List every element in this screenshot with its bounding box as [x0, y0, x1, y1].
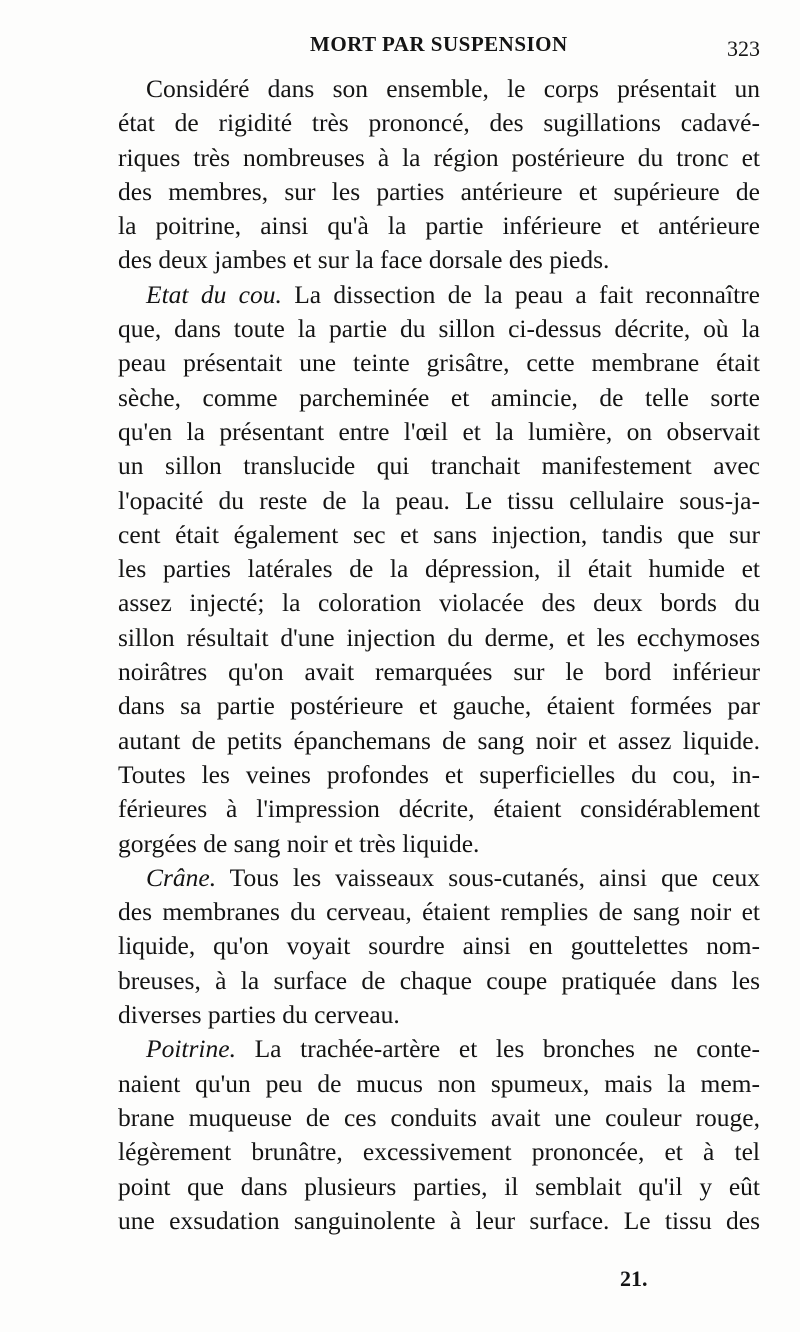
text-run: La dissection de la peau a fait reconnaître	[281, 279, 760, 309]
text-line: des membres, sur les parties antérieure et supérieure de	[118, 176, 760, 206]
text-line: breuses, à la surface de chaque coupe pratiquée dans les	[118, 965, 760, 995]
text-line: une exsudation sanguinolente à leur surface. Le tissu des	[118, 1205, 760, 1235]
text-line: des membranes du cerveau, étaient remplies de sang noir et	[118, 897, 760, 927]
text-line: assez injecté; la coloration violacée des deux bords du	[118, 588, 760, 618]
text-line: dans sa partie postérieure et gauche, étaient formées par	[118, 691, 760, 721]
text-line	[118, 1032, 760, 1066]
text-line: diverses parties du cerveau.	[118, 1000, 400, 1030]
text-line: des deux jambes et sur la face dorsale des pieds.	[118, 245, 610, 275]
page-number: 323	[727, 36, 760, 61]
text-line: Considéré dans son ensemble, le corps présentait un	[146, 74, 760, 103]
text-line: l'opacité du reste de la peau. Le tissu cellulaire sous-ja-	[118, 485, 760, 515]
text-run: Tous les vaisseaux sous-cutanés, ainsi que ceux	[216, 862, 760, 892]
text-line: cent était également sec et sans injection, tandis que sur	[118, 519, 760, 549]
text-line: que, dans toute la partie du sillon ci-dessus décrite, où la	[118, 314, 760, 344]
text-line: férieures à l'impression décrite, étaient considérablement	[118, 794, 760, 824]
text-run: La trachée-artère et les bronches ne conte-	[235, 1034, 760, 1064]
text-line: légèrement brunâtre, excessivement prononcée, et à tel	[118, 1137, 760, 1167]
text-line: un sillon translucide qui tranchait manifestement avec	[118, 451, 760, 481]
text-line: qu'en la présentant entre l'œil et la lumière, on observait	[118, 416, 760, 446]
text-line: gorgées de sang noir et très liquide.	[118, 828, 480, 858]
running-title: MORT PAR SUSPENSION	[310, 32, 568, 56]
section-heading-poitrine: Poitrine.	[146, 1034, 236, 1064]
section-heading-cou: Etat du cou.	[146, 279, 282, 309]
running-head	[120, 32, 760, 62]
text-line: point que dans plusieurs parties, il semblait qu'il y eût	[118, 1171, 760, 1201]
text-line: sèche, comme parcheminée et amincie, de telle sorte	[118, 382, 760, 412]
text-line: Toutes les veines profondes et superficielles du cou, in-	[118, 759, 760, 789]
section-heading-crane: Crâne.	[146, 862, 217, 892]
text-line: noirâtres qu'on avait remarquées sur le bord inférieur	[118, 657, 760, 687]
text-line: liquide, qu'on voyait sourdre ainsi en gouttelettes nom-	[118, 931, 760, 961]
text-line: autant de petits épanchemans de sang noir et assez liquide.	[118, 725, 760, 755]
text-line: brane muqueuse de ces conduits avait une couleur rouge,	[118, 1102, 760, 1132]
body-text	[118, 72, 760, 1238]
text-line	[118, 861, 760, 895]
text-line: naient qu'un peu de mucus non spumeux, mais la mem-	[118, 1068, 760, 1098]
text-line: la poitrine, ainsi qu'à la partie inférieure et antérieure	[118, 211, 760, 241]
text-line: peau présentait une teinte grisâtre, cette membrane était	[118, 348, 760, 378]
text-line: les parties latérales de la dépression, il était humide et	[118, 554, 760, 584]
text-line: riques très nombreuses à la région postérieure du tronc et	[118, 142, 760, 172]
text-line: sillon résultait d'une injection du derme, et les ecchymoses	[118, 622, 760, 652]
text-line	[118, 278, 760, 312]
text-line: état de rigidité très prononcé, des sugillations cadavé-	[118, 108, 760, 138]
printer-signature-mark: 21.	[620, 1266, 648, 1291]
